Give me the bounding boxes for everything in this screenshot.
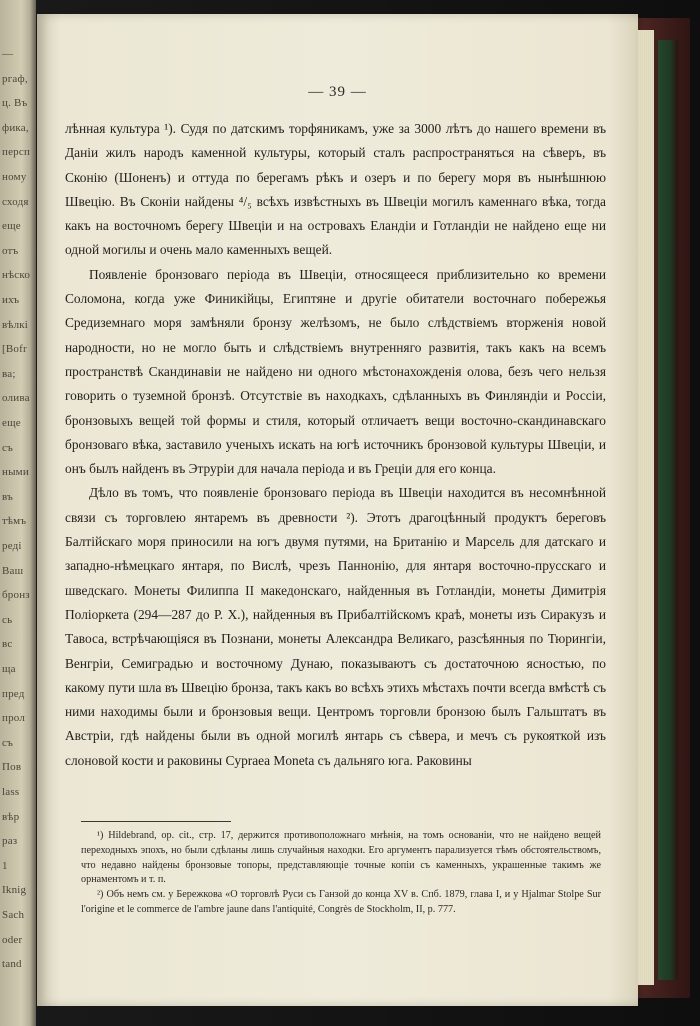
- left-page-fragment: пред: [2, 687, 25, 700]
- paragraph-3: Дѣло въ томъ, что появленіе бронзоваго періода въ Швеціи находится въ несомнѣнной связи съ торговлею янтаремъ въ древности ²). Этотъ драгоцѣнный продуктъ береговъ Балтійскаго моря приносили на югъ двумя путями, на Британію и Марсель для датскаго и западно-нѣмецкаго янтаря, по Вислѣ, чрезъ Паннонію, для янтаря восточно-прусскаго и шведскаго. Монеты Филиппа II македонскаго, найденныя въ Готландіи, монеты Димитрія Поліоркета (294—287 до Р. Х.), найденныя въ Прибалтійскомъ краѣ, монеты изъ Сиракузъ и Тавоса, встрѣчающіяся въ Познани, монеты Александра Великаго, разсѣянныя по Тюрингіи, Венгріи, Семиградью и восточному Дунаю, показываютъ съ достаточною ясностью, по какому пути шла въ Швецію бронза, такъ какъ во всѣхъ этихъ мѣстахъ почти всегда вмѣстѣ съ ними находимы были и бронзовыя вещи. Центромъ торговли бронзою былъ Гальштатъ въ Австріи, гдѣ найдены были въ одной могилѣ янтарь съ сѣвера, и мечъ съ рукояткой изъ слоновой кости и раковины Cypraea Moneta съ дальняго юга. Раковины: [65, 485, 606, 768]
- left-page-fragment: еще: [2, 417, 21, 429]
- paragraph-2: Появленіе бронзоваго періода въ Швеціи, относящееся приблизительно ко времени Соломона, когда уже Финикійцы, Египтяне и другіе обитатели восточнаго побережья Средиземнаго моря замѣняли бронзу желѣзомъ, не было слѣдствіемъ вторженія новой народности, но не могло быть и слѣдствіемъ внутренняго развитія, такъ какъ на всемъ пространствѣ Скандинавіи не найдено ни одного мѣстонахожденія олова, безъ чего нельзя говорить о туземной бронзѣ. Отсутствіе въ находкахъ, сдѣланныхъ въ Финляндіи и Россіи, бронзовыхъ вещей той формы и стиля, который отличаетъ вещи восточно-скандинавскаго бронзоваго вѣка, заставило ученыхъ искать на югѣ источникъ бронзовой культуры Швеціи, и онъ былъ найденъ въ Этруріи для начала періода и въ Греціи для его конца.: [65, 266, 606, 477]
- left-page-fragment: съ: [2, 736, 13, 749]
- left-page-fragment: тѣмъ: [2, 515, 27, 528]
- left-page-fragment: ному: [2, 171, 27, 183]
- left-page-fragment: вѣр: [2, 810, 20, 823]
- left-page-fragment: бронз: [2, 589, 30, 602]
- left-page-fragment: Sach: [2, 909, 25, 921]
- footnote-2: ²) Объ немъ см. у Бережкова «О торговлѣ Руси съ Ганзой до конца XV в. Спб. 1879, глава I, и у Hjalmar Stolpe Sur l'origine et le commerce de l'ambre jaune dans l'antiquité, Congrès de Stockholm, II, p. 777.: [81, 889, 601, 915]
- book-page: [37, 14, 638, 1006]
- book-spine-binding: [658, 40, 678, 980]
- left-page-fragment: tand: [2, 958, 22, 971]
- left-page-fragment: ргаф,: [2, 72, 28, 85]
- left-page-fragment: ными: [2, 466, 29, 479]
- paragraph-1: лѣнная культура ¹). Судя по датскимъ торфяникамъ, уже за 3000 лѣтъ до нашего времени въ Даніи жилъ народъ каменной культуры, который сталъ распространяться на сѣверъ, въ Сконію (Шоненъ) и оттуда по берегамъ рѣкъ и озеръ и по берегу моря въ нынѣшнюю Швецію. Въ Сконіи найдены ⁴/₅ всѣхъ извѣстныхъ въ Швеціи могилъ каменнаго вѣка, тогда какъ на восточномъ берегу Швеціи и на островахъ Еландіи и Готландіи не найдено еще ни одной могилы и очень мало каменныхъ вещей.: [65, 121, 606, 258]
- left-page-fragment: фика,: [2, 121, 29, 134]
- page-number: — 39 —: [308, 84, 367, 100]
- page-body: [65, 117, 606, 773]
- left-page-fragment: реді: [2, 540, 22, 552]
- footnote-1: ¹) Hildebrand, op. cit., стр. 17, держится противоположнаго мнѣнія, на томъ основаніи, что не найдено вещей переходныхъ эпохъ, но были сдѣланы лишь случайныя находки. Его аргументъ парализуется тѣмъ обстоятельствомъ, что недавно найдены бронзовые топоры, представляющіе точные копіи съ каменныхъ, украшенные такимъ же орнаментомъ и т. п.: [81, 830, 601, 886]
- left-page-fragment: [Воfr: [2, 343, 27, 356]
- left-page-fragment: вѣлкі: [2, 318, 29, 331]
- left-page-fragment: отъ: [2, 244, 19, 257]
- left-page-fragment: —: [2, 48, 14, 60]
- left-page-fragment: сходя: [2, 195, 29, 208]
- left-page-fragment: съ: [2, 441, 13, 454]
- footnote-divider: [81, 821, 231, 822]
- left-page-fragment: персп: [2, 146, 31, 159]
- left-page-gutter-shadow: [30, 0, 36, 1026]
- left-page-fragment: ихъ: [2, 294, 20, 306]
- left-page-fragment: раз: [2, 835, 18, 848]
- left-page-fragment: прол: [2, 712, 26, 725]
- left-page-fragment: lass: [2, 786, 20, 798]
- left-page-fragment: oder: [2, 933, 23, 946]
- left-page-fragment: вс: [2, 638, 13, 651]
- left-page-fragment: ц. Въ: [2, 97, 28, 110]
- left-facing-page: [0, 0, 36, 1026]
- left-page-fragment: олива: [2, 392, 30, 405]
- left-page-fragment: Iknig: [2, 884, 27, 897]
- left-page-fragment: Ваш: [2, 564, 24, 577]
- page-edges: [636, 30, 654, 985]
- left-page-fragment: ща: [2, 663, 16, 675]
- left-page-fragment: ва;: [2, 367, 16, 380]
- left-page-fragment: въ: [2, 490, 14, 503]
- footnotes: [81, 829, 601, 918]
- left-page-fragment: нѣско: [2, 269, 31, 282]
- left-page-fragment: 1: [2, 859, 8, 872]
- left-page-fragment: сь: [2, 613, 13, 626]
- left-page-fragment: Пов: [2, 761, 22, 774]
- left-page-fragment: еще: [2, 220, 21, 233]
